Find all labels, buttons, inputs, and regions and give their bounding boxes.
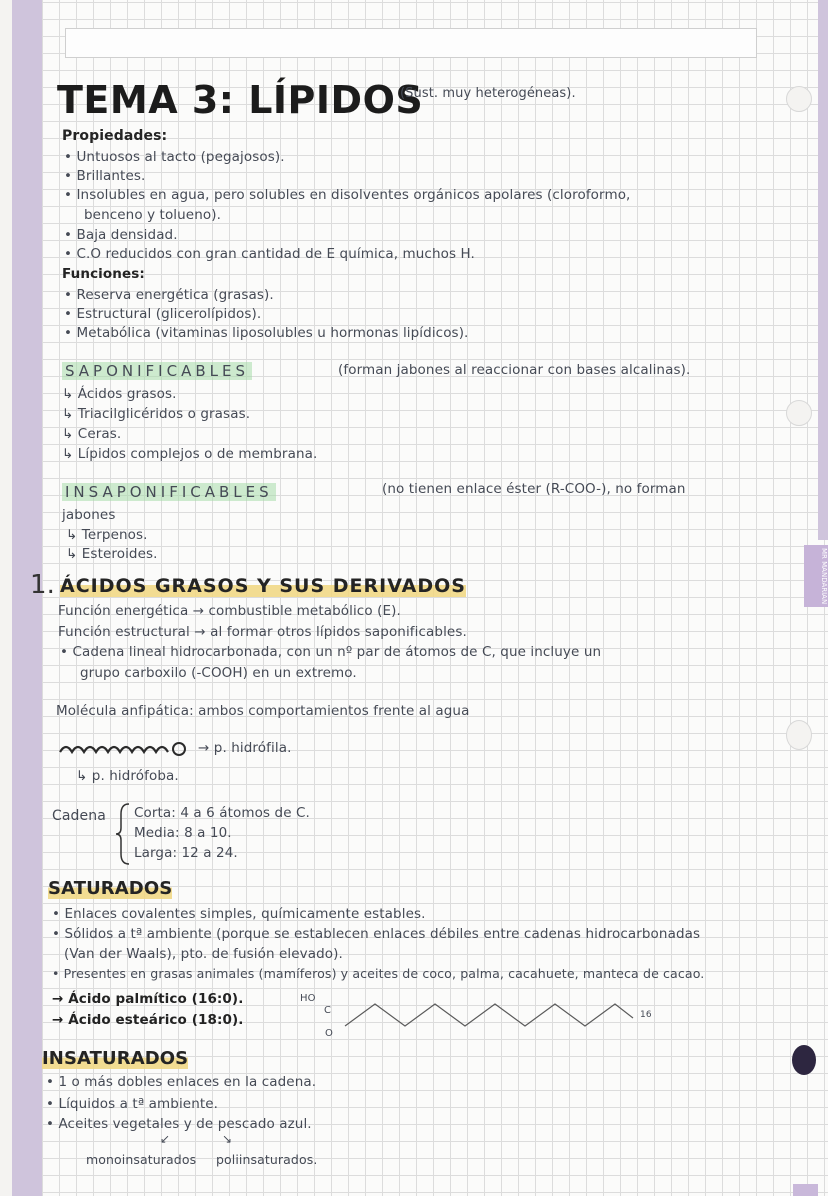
brace-icon	[115, 802, 133, 866]
cadena-label: Cadena	[52, 808, 106, 824]
propiedad-item: • Brillantes.	[64, 168, 146, 184]
saturados-heading	[48, 878, 172, 899]
funcion-item: • Estructural (glicerolípidos).	[64, 306, 262, 322]
hidrofila-label: → p. hidrófila.	[198, 740, 292, 756]
section-heading-text: ÁCIDOS GRASOS Y SUS DERIVADOS	[60, 575, 466, 597]
saponificables-label: SAPONIFICABLES	[62, 362, 252, 380]
page-title: TEMA 3: LÍPIDOS	[57, 78, 424, 122]
insaturado-item: • 1 o más dobles enlaces en la cadena.	[46, 1074, 317, 1090]
fatty-acid-chain-diagram	[335, 998, 645, 1032]
saponificable-item: ↳ Ácidos grasos.	[62, 386, 177, 402]
ring-hole-icon	[786, 400, 812, 426]
saponificables-heading	[62, 362, 252, 380]
ring-hole-icon	[786, 86, 812, 112]
section-number: 1.	[30, 570, 56, 600]
cadena-item: Corta: 4 a 6 átomos de C.	[134, 805, 310, 821]
ring-hole-icon	[792, 1045, 816, 1075]
arrow-icon: ↙	[160, 1132, 171, 1146]
saponificable-item: ↳ Lípidos complejos o de membrana.	[62, 446, 318, 462]
section-heading	[60, 575, 466, 597]
cadena-item: Larga: 12 a 24.	[134, 845, 238, 861]
saturado-item: • Enlaces covalentes simples, químicamente estables.	[52, 906, 426, 922]
section-line: Función energética → combustible metabólico (E).	[58, 603, 401, 619]
section-line: Función estructural → al formar otros lípidos saponificables.	[58, 624, 467, 640]
title-note: (Sust. muy heterogéneas).	[400, 86, 576, 101]
insaturado-item: • Líquidos a tª ambiente.	[46, 1096, 219, 1112]
propiedad-item: benceno y tolueno).	[84, 207, 221, 223]
anfipatica-line: Molécula anfipática: ambos comportamientos frente al agua	[56, 703, 470, 719]
insaponificable-item: ↳ Terpenos.	[66, 527, 148, 543]
header-box	[65, 28, 757, 58]
oxygen-label: O	[325, 1028, 333, 1039]
binder-edge-bottom	[793, 1184, 818, 1196]
arrow-icon: ↘	[222, 1132, 233, 1146]
saturados-heading-text: SATURADOS	[48, 878, 173, 899]
acid-palmitico: → Ácido palmítico (16:0).	[52, 991, 244, 1007]
amphipathic-molecule-diagram	[58, 738, 198, 758]
insaponificables-note2: jabones	[62, 507, 116, 523]
insaturado-item: • Aceites vegetales y de pescado azul.	[46, 1116, 312, 1132]
saturado-item: • Presentes en grasas animales (mamíferos) y aceites de coco, palma, cacahuete, manteca de cacao.	[52, 966, 705, 981]
funcion-item: • Metabólica (vitaminas liposolubles u hormonas lipídicos).	[64, 325, 469, 341]
insaponificables-heading	[62, 483, 276, 501]
ho-label: HO	[300, 993, 316, 1004]
binder-edge-right	[818, 0, 828, 540]
funcion-item: • Reserva energética (grasas).	[64, 287, 274, 303]
mono-label: monoinsaturados	[86, 1152, 197, 1167]
chain-end-label: 16	[640, 1010, 652, 1020]
brand-tab: MR MANDARIAN	[804, 545, 828, 607]
propiedad-item: • C.O reducidos con gran cantidad de E química, muchos H.	[64, 246, 475, 262]
saponificable-item: ↳ Ceras.	[62, 426, 122, 442]
insaturados-heading	[42, 1048, 188, 1069]
section-line: grupo carboxilo (-COOH) en un extremo.	[80, 665, 357, 681]
insaturados-heading-text: INSATURADOS	[42, 1048, 189, 1069]
saturado-item: (Van der Waals), pto. de fusión elevado).	[64, 946, 343, 962]
poli-label: poliinsaturados.	[216, 1152, 318, 1167]
saturado-item: • Sólidos a tª ambiente (porque se establecen enlaces débiles entre cadenas hidrocarbonadas	[52, 926, 701, 942]
carbon-label: C	[324, 1005, 332, 1016]
saponificables-note: (forman jabones al reaccionar con bases alcalinas).	[338, 362, 691, 378]
saponificable-item: ↳ Triacilglicéridos o grasas.	[62, 406, 251, 422]
propiedades-heading: Propiedades:	[62, 128, 168, 144]
funciones-heading: Funciones:	[62, 266, 145, 282]
propiedad-item: • Baja densidad.	[64, 227, 178, 243]
acid-estearico: → Ácido esteárico (18:0).	[52, 1012, 244, 1028]
insaponificables-label: INSAPONIFICABLES	[62, 483, 276, 501]
cadena-item: Media: 8 a 10.	[134, 825, 232, 841]
propiedad-item: • Untuosos al tacto (pegajosos).	[64, 149, 285, 165]
section-line: • Cadena lineal hidrocarbonada, con un nº par de átomos de C, que incluye un	[60, 644, 602, 660]
propiedad-item: • Insolubles en agua, pero solubles en disolventes orgánicos apolares (cloroformo,	[64, 187, 631, 203]
ring-hole-icon	[786, 720, 812, 750]
insaponificable-item: ↳ Esteroides.	[66, 546, 158, 562]
insaponificables-note: (no tienen enlace éster (R-COO-), no forman	[382, 481, 686, 497]
hidrofoba-label: ↳ p. hidrófoba.	[76, 768, 179, 784]
